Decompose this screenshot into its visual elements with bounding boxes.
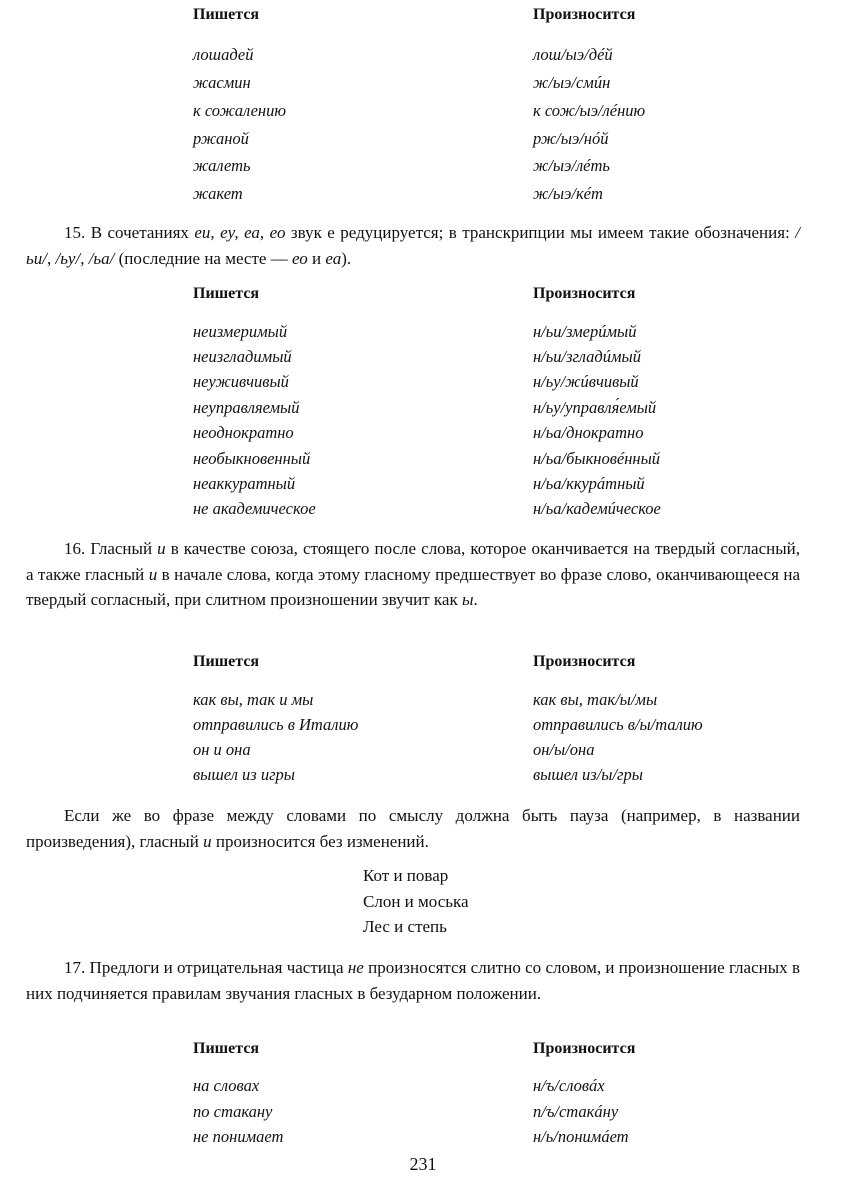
paragraph-pause: Если же во фразе между словами по смыслу должна быть пауза (например, в названии произведения), гласный и произносится без изменений. xyxy=(26,806,800,851)
written-word: по стакану xyxy=(193,1102,273,1121)
pronounced-word: н/ьа/днократно xyxy=(533,423,644,442)
title-example: Слон и моська xyxy=(363,892,469,911)
pronounced-word: он/ы/она xyxy=(533,740,595,759)
written-word: жалеть xyxy=(193,156,251,175)
header-written: Пишется xyxy=(193,1040,260,1057)
title-example: Кот и повар xyxy=(363,866,449,885)
written-word: неоднократно xyxy=(193,423,294,442)
pronounced-word: н/ьа/кадемúческое xyxy=(533,499,661,518)
pronounced-word: н/ьу/жúвчивый xyxy=(533,372,639,391)
pronounced-word: н/ьа/быкновéнный xyxy=(533,449,661,468)
written-word: он и она xyxy=(193,740,251,759)
page-number: 231 xyxy=(409,1154,437,1174)
pronounced-word: рж/ыэ/нóй xyxy=(533,129,609,148)
pronounced-word: как вы, так/ы/мы xyxy=(533,690,658,709)
written-word: лошадей xyxy=(193,45,254,64)
pronounced-word: ж/ыэ/кéт xyxy=(533,184,603,203)
written-word: не понимает xyxy=(193,1127,284,1146)
written-word: к сожалению xyxy=(193,101,286,120)
written-word: жасмин xyxy=(193,73,251,92)
written-word: не академическое xyxy=(193,499,316,518)
pronounced-word: н/ьа/ккурáтный xyxy=(533,474,645,493)
pronounced-word: н/ьу/управля́емый xyxy=(533,398,657,417)
pronounced-word: к сож/ыэ/лéнию xyxy=(533,101,646,120)
pronounced-word: ж/ыэ/смúн xyxy=(533,73,611,92)
written-word: как вы, так и мы xyxy=(193,690,314,709)
paragraph-15: 15. В сочетаниях еи, еу, еа, ео звук е редуцируется; в транскрипции мы имеем такие обозначения: /ьи/, /ьу/, /ьа/ (последние на месте — ео и еа). xyxy=(26,223,800,268)
written-word: ржаной xyxy=(193,129,249,148)
written-word: жакет xyxy=(193,184,243,203)
header-pronounced: Произносится xyxy=(533,285,636,302)
written-word: необыкновенный xyxy=(193,449,311,468)
title-example: Лес и степь xyxy=(363,917,447,936)
pronounced-word: отправились в/ы/талию xyxy=(533,715,703,734)
pronounced-word: п/ъ/стакáну xyxy=(533,1102,619,1121)
paragraph-17: 17. Предлоги и отрицательная частица не произносятся слитно со словом, и произношение гласных в них подчиняется правилам звучания гласных в безударном положении. xyxy=(26,958,800,1003)
written-word: неуправляемый xyxy=(193,398,300,417)
written-word: неаккуратный xyxy=(193,474,296,493)
written-word: неизгладимый xyxy=(193,347,292,366)
header-pronounced: Произносится xyxy=(533,653,636,670)
pronounced-word: ж/ыэ/лéть xyxy=(533,156,610,175)
header-written: Пишется xyxy=(193,285,260,302)
pronounced-word: лош/ыэ/дéй xyxy=(533,45,613,64)
header-written: Пишется xyxy=(193,6,260,23)
pronounced-word: н/ь/понимáет xyxy=(533,1127,629,1146)
pronounced-word: н/ьи/змерúмый xyxy=(533,322,637,341)
paragraph-16: 16. Гласный и в качестве союза, стоящего после слова, которое оканчивается на твердый согласный, а также гласный и в начале слова, когда этому гласному предшествует во фразе слово, оканчивающееся на твердый согласный, при слитном произношении звучит как ы. xyxy=(26,539,800,609)
pronounced-word: н/ъ/словáх xyxy=(533,1076,605,1095)
pronounced-word: вышел из/ы/гры xyxy=(533,765,643,784)
header-pronounced: Произносится xyxy=(533,1040,636,1057)
written-word: неуживчивый xyxy=(193,372,289,391)
written-word: вышел из игры xyxy=(193,765,295,784)
header-written: Пишется xyxy=(193,653,260,670)
header-pronounced: Произносится xyxy=(533,6,636,23)
written-word: на словах xyxy=(193,1076,260,1095)
pronounced-word: н/ьи/згладúмый xyxy=(533,347,641,366)
written-word: неизмеримый xyxy=(193,322,288,341)
written-word: отправились в Италию xyxy=(193,715,359,734)
